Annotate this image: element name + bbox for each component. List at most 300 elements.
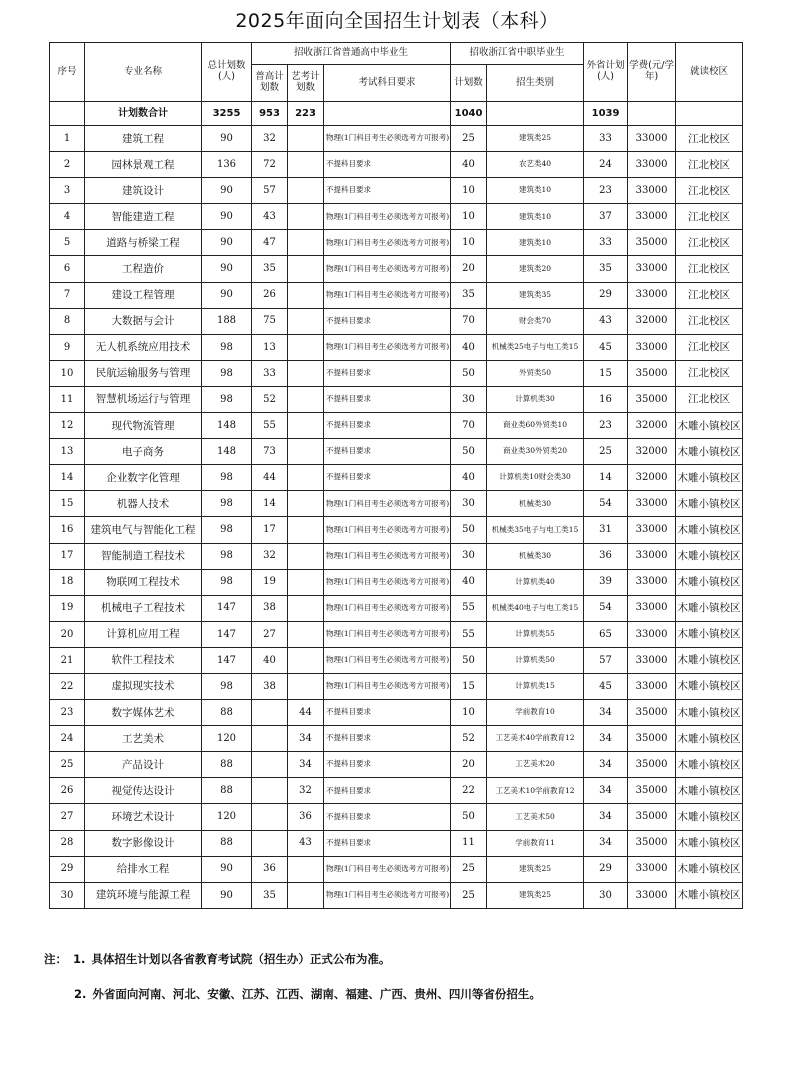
cell-voc-plan: 11	[451, 830, 487, 856]
cell-fee: 33000	[628, 256, 676, 282]
cell-fee: 35000	[628, 752, 676, 778]
cell-general-plan: 36	[252, 856, 288, 882]
header-zj-vocational: 招收浙江省中职毕业生	[451, 43, 584, 65]
cell-voc-category: 建筑类10	[487, 204, 584, 230]
cell-subject-req: 不提科目要求	[324, 413, 451, 439]
cell-total: 90	[202, 204, 252, 230]
cell-general-plan	[252, 778, 288, 804]
cell-voc-plan: 50	[451, 360, 487, 386]
cell-art-plan	[288, 673, 324, 699]
totals-category	[487, 102, 584, 126]
cell-fee: 35000	[628, 726, 676, 752]
cell-subject-req: 物理(1门科目考生必须选考方可报考)	[324, 256, 451, 282]
cell-major: 智能建造工程	[85, 204, 202, 230]
cell-voc-category: 机械类25电子与电工类15	[487, 334, 584, 360]
cell-campus: 木雕小镇校区	[676, 856, 743, 882]
cell-out-province: 15	[584, 360, 628, 386]
page-title: 2025年面向全国招生计划表（本科）	[235, 10, 559, 32]
note-2-number: 2.	[74, 987, 87, 1001]
cell-subject-req: 不提科目要求	[324, 778, 451, 804]
cell-campus: 木雕小镇校区	[676, 439, 743, 465]
cell-voc-plan: 50	[451, 517, 487, 543]
cell-subject-req: 不提科目要求	[324, 804, 451, 830]
cell-out-province: 33	[584, 126, 628, 152]
cell-campus: 江北校区	[676, 360, 743, 386]
cell-major: 工艺美术	[85, 726, 202, 752]
cell-out-province: 37	[584, 204, 628, 230]
cell-voc-plan: 22	[451, 778, 487, 804]
cell-general-plan: 43	[252, 204, 288, 230]
cell-subject-req: 物理(1门科目考生必须选考方可报考)	[324, 882, 451, 908]
cell-subject-req: 物理(1门科目考生必须选考方可报考)	[324, 126, 451, 152]
cell-seq: 23	[50, 700, 85, 726]
totals-general: 953	[252, 102, 288, 126]
cell-subject-req: 物理(1门科目考生必须选考方可报考)	[324, 334, 451, 360]
cell-campus: 木雕小镇校区	[676, 517, 743, 543]
cell-seq: 7	[50, 282, 85, 308]
cell-voc-category: 建筑类10	[487, 178, 584, 204]
cell-general-plan: 44	[252, 465, 288, 491]
enrollment-plan-table	[49, 42, 743, 909]
cell-total: 88	[202, 778, 252, 804]
cell-out-province: 34	[584, 830, 628, 856]
cell-voc-plan: 10	[451, 230, 487, 256]
cell-campus: 木雕小镇校区	[676, 726, 743, 752]
cell-voc-category: 计算机类30	[487, 386, 584, 412]
cell-major: 企业数字化管理	[85, 465, 202, 491]
cell-art-plan	[288, 491, 324, 517]
cell-voc-category: 建筑类25	[487, 882, 584, 908]
cell-out-province: 34	[584, 726, 628, 752]
cell-art-plan	[288, 230, 324, 256]
cell-general-plan	[252, 804, 288, 830]
totals-total: 3255	[202, 102, 252, 126]
cell-fee: 33000	[628, 126, 676, 152]
cell-seq: 29	[50, 856, 85, 882]
cell-seq: 24	[50, 726, 85, 752]
cell-subject-req: 不提科目要求	[324, 465, 451, 491]
cell-art-plan	[288, 647, 324, 673]
cell-campus: 木雕小镇校区	[676, 700, 743, 726]
table-row	[50, 569, 743, 595]
cell-voc-plan: 20	[451, 752, 487, 778]
cell-fee: 33000	[628, 595, 676, 621]
cell-campus: 木雕小镇校区	[676, 595, 743, 621]
cell-fee: 33000	[628, 152, 676, 178]
header-subject-req: 考试科目要求	[324, 65, 451, 102]
cell-subject-req: 物理(1门科目考生必须选考方可报考)	[324, 856, 451, 882]
cell-major: 建设工程管理	[85, 282, 202, 308]
cell-campus: 江北校区	[676, 204, 743, 230]
cell-general-plan: 13	[252, 334, 288, 360]
table-row	[50, 595, 743, 621]
cell-campus: 木雕小镇校区	[676, 778, 743, 804]
cell-campus: 江北校区	[676, 256, 743, 282]
cell-out-province: 14	[584, 465, 628, 491]
cell-campus: 木雕小镇校区	[676, 569, 743, 595]
cell-out-province: 33	[584, 230, 628, 256]
cell-total: 90	[202, 256, 252, 282]
cell-general-plan: 38	[252, 673, 288, 699]
header-total: 总计划数(人)	[202, 43, 252, 102]
cell-voc-category: 农艺类40	[487, 152, 584, 178]
cell-fee: 33000	[628, 491, 676, 517]
cell-out-province: 65	[584, 621, 628, 647]
cell-total: 90	[202, 126, 252, 152]
cell-subject-req: 物理(1门科目考生必须选考方可报考)	[324, 491, 451, 517]
cell-seq: 8	[50, 308, 85, 334]
cell-subject-req: 不提科目要求	[324, 152, 451, 178]
cell-subject-req: 物理(1门科目考生必须选考方可报考)	[324, 621, 451, 647]
cell-subject-req: 不提科目要求	[324, 726, 451, 752]
cell-fee: 33000	[628, 647, 676, 673]
cell-subject-req: 物理(1门科目考生必须选考方可报考)	[324, 543, 451, 569]
cell-subject-req: 物理(1门科目考生必须选考方可报考)	[324, 230, 451, 256]
cell-fee: 33000	[628, 204, 676, 230]
cell-voc-plan: 50	[451, 804, 487, 830]
cell-campus: 江北校区	[676, 230, 743, 256]
cell-major: 民航运输服务与管理	[85, 360, 202, 386]
cell-campus: 木雕小镇校区	[676, 752, 743, 778]
cell-voc-plan: 15	[451, 673, 487, 699]
cell-art-plan	[288, 386, 324, 412]
cell-voc-category: 工艺美术20	[487, 752, 584, 778]
table-row	[50, 621, 743, 647]
cell-subject-req: 物理(1门科目考生必须选考方可报考)	[324, 517, 451, 543]
cell-major: 机械电子工程技术	[85, 595, 202, 621]
cell-total: 98	[202, 334, 252, 360]
header-zj-general: 招收浙江省普通高中毕业生	[252, 43, 451, 65]
cell-seq: 6	[50, 256, 85, 282]
table-row	[50, 517, 743, 543]
cell-art-plan	[288, 882, 324, 908]
cell-voc-category: 计算机类10财会类30	[487, 465, 584, 491]
cell-seq: 30	[50, 882, 85, 908]
cell-general-plan: 38	[252, 595, 288, 621]
cell-out-province: 30	[584, 882, 628, 908]
cell-general-plan: 32	[252, 126, 288, 152]
note-2	[74, 986, 547, 1002]
cell-subject-req: 不提科目要求	[324, 439, 451, 465]
cell-total: 90	[202, 230, 252, 256]
cell-out-province: 45	[584, 673, 628, 699]
totals-row	[50, 102, 743, 126]
cell-total: 90	[202, 178, 252, 204]
cell-voc-category: 工艺美术10学前教育12	[487, 778, 584, 804]
header-art-plan: 艺考计划数	[288, 65, 324, 102]
cell-general-plan: 27	[252, 621, 288, 647]
cell-art-plan	[288, 204, 324, 230]
cell-total: 98	[202, 465, 252, 491]
cell-seq: 11	[50, 386, 85, 412]
cell-voc-plan: 25	[451, 126, 487, 152]
cell-art-plan: 34	[288, 726, 324, 752]
cell-voc-plan: 25	[451, 882, 487, 908]
cell-art-plan	[288, 621, 324, 647]
cell-voc-plan: 30	[451, 491, 487, 517]
cell-subject-req: 不提科目要求	[324, 308, 451, 334]
cell-art-plan	[288, 543, 324, 569]
table-row	[50, 230, 743, 256]
cell-subject-req: 物理(1门科目考生必须选考方可报考)	[324, 595, 451, 621]
cell-total: 120	[202, 804, 252, 830]
cell-total: 148	[202, 413, 252, 439]
cell-out-province: 34	[584, 752, 628, 778]
cell-campus: 江北校区	[676, 282, 743, 308]
cell-voc-category: 建筑类35	[487, 282, 584, 308]
header-major: 专业名称	[85, 43, 202, 102]
cell-voc-plan: 35	[451, 282, 487, 308]
cell-major: 智慧机场运行与管理	[85, 386, 202, 412]
cell-voc-plan: 10	[451, 204, 487, 230]
cell-art-plan: 43	[288, 830, 324, 856]
cell-major: 给排水工程	[85, 856, 202, 882]
table-row	[50, 726, 743, 752]
cell-voc-category: 计算机类55	[487, 621, 584, 647]
cell-general-plan: 35	[252, 882, 288, 908]
cell-voc-category: 机械类40电子与电工类15	[487, 595, 584, 621]
cell-fee: 33000	[628, 178, 676, 204]
table-row	[50, 465, 743, 491]
cell-campus: 江北校区	[676, 308, 743, 334]
table-row	[50, 204, 743, 230]
cell-general-plan: 14	[252, 491, 288, 517]
cell-total: 90	[202, 856, 252, 882]
cell-general-plan: 52	[252, 386, 288, 412]
cell-fee: 33000	[628, 282, 676, 308]
totals-label: 计划数合计	[85, 102, 202, 126]
cell-fee: 33000	[628, 569, 676, 595]
cell-fee: 35000	[628, 230, 676, 256]
cell-major: 建筑设计	[85, 178, 202, 204]
table-row	[50, 804, 743, 830]
table-row	[50, 647, 743, 673]
cell-seq: 12	[50, 413, 85, 439]
cell-art-plan	[288, 595, 324, 621]
cell-general-plan: 73	[252, 439, 288, 465]
cell-voc-category: 学前教育10	[487, 700, 584, 726]
totals-out-province: 1039	[584, 102, 628, 126]
cell-out-province: 34	[584, 778, 628, 804]
table-row	[50, 334, 743, 360]
cell-out-province: 23	[584, 413, 628, 439]
cell-voc-plan: 40	[451, 465, 487, 491]
cell-seq: 22	[50, 673, 85, 699]
cell-out-province: 36	[584, 543, 628, 569]
cell-campus: 木雕小镇校区	[676, 804, 743, 830]
cell-campus: 木雕小镇校区	[676, 413, 743, 439]
table-row	[50, 152, 743, 178]
cell-seq: 20	[50, 621, 85, 647]
cell-major: 大数据与会计	[85, 308, 202, 334]
header-campus: 就读校区	[676, 43, 743, 102]
cell-fee: 33000	[628, 856, 676, 882]
cell-fee: 32000	[628, 439, 676, 465]
table-row	[50, 778, 743, 804]
cell-fee: 33000	[628, 517, 676, 543]
cell-out-province: 25	[584, 439, 628, 465]
cell-campus: 木雕小镇校区	[676, 830, 743, 856]
cell-voc-category: 机械类35电子与电工类15	[487, 517, 584, 543]
cell-seq: 18	[50, 569, 85, 595]
cell-seq: 3	[50, 178, 85, 204]
cell-general-plan: 32	[252, 543, 288, 569]
cell-voc-plan: 55	[451, 621, 487, 647]
cell-total: 98	[202, 543, 252, 569]
cell-subject-req: 物理(1门科目考生必须选考方可报考)	[324, 673, 451, 699]
cell-voc-plan: 40	[451, 569, 487, 595]
cell-voc-plan: 50	[451, 647, 487, 673]
cell-seq: 27	[50, 804, 85, 830]
header-general-plan: 普高计划数	[252, 65, 288, 102]
cell-art-plan	[288, 282, 324, 308]
cell-total: 90	[202, 282, 252, 308]
cell-out-province: 43	[584, 308, 628, 334]
cell-total: 147	[202, 621, 252, 647]
cell-total: 90	[202, 882, 252, 908]
note-1-number: 1.	[73, 952, 86, 966]
cell-total: 88	[202, 830, 252, 856]
table-row	[50, 491, 743, 517]
note-1	[44, 951, 396, 967]
cell-out-province: 29	[584, 856, 628, 882]
cell-total: 148	[202, 439, 252, 465]
cell-major: 数字影像设计	[85, 830, 202, 856]
cell-subject-req: 不提科目要求	[324, 752, 451, 778]
cell-seq: 15	[50, 491, 85, 517]
cell-voc-category: 商业类60外贸类10	[487, 413, 584, 439]
cell-voc-category: 机械类30	[487, 543, 584, 569]
cell-seq: 16	[50, 517, 85, 543]
cell-fee: 35000	[628, 360, 676, 386]
cell-voc-category: 建筑类20	[487, 256, 584, 282]
cell-voc-plan: 50	[451, 439, 487, 465]
cell-major: 软件工程技术	[85, 647, 202, 673]
cell-seq: 21	[50, 647, 85, 673]
cell-seq: 14	[50, 465, 85, 491]
cell-seq: 10	[50, 360, 85, 386]
cell-voc-plan: 10	[451, 700, 487, 726]
cell-fee: 33000	[628, 673, 676, 699]
table-row	[50, 126, 743, 152]
cell-total: 88	[202, 752, 252, 778]
cell-voc-category: 工艺美术40学前教育12	[487, 726, 584, 752]
table-row	[50, 882, 743, 908]
cell-out-province: 34	[584, 700, 628, 726]
cell-voc-plan: 20	[451, 256, 487, 282]
table-row	[50, 386, 743, 412]
cell-subject-req: 不提科目要求	[324, 386, 451, 412]
cell-general-plan	[252, 752, 288, 778]
cell-subject-req: 不提科目要求	[324, 700, 451, 726]
cell-major: 产品设计	[85, 752, 202, 778]
cell-voc-plan: 70	[451, 308, 487, 334]
cell-subject-req: 物理(1门科目考生必须选考方可报考)	[324, 647, 451, 673]
cell-total: 98	[202, 517, 252, 543]
cell-seq: 13	[50, 439, 85, 465]
cell-voc-plan: 70	[451, 413, 487, 439]
cell-subject-req: 不提科目要求	[324, 178, 451, 204]
cell-fee: 32000	[628, 308, 676, 334]
cell-general-plan: 26	[252, 282, 288, 308]
cell-campus: 木雕小镇校区	[676, 465, 743, 491]
cell-total: 98	[202, 569, 252, 595]
note-2-text: 外省面向河南、河北、安徽、江苏、江西、湖南、福建、广西、贵州、四川等省份招生。	[92, 987, 541, 1001]
table-row	[50, 413, 743, 439]
cell-art-plan: 44	[288, 700, 324, 726]
table-row	[50, 282, 743, 308]
cell-art-plan	[288, 152, 324, 178]
cell-fee: 35000	[628, 778, 676, 804]
cell-total: 98	[202, 360, 252, 386]
cell-seq: 19	[50, 595, 85, 621]
header-voc-plan: 计划数	[451, 65, 487, 102]
header-fee: 学费(元/学年)	[628, 43, 676, 102]
cell-voc-plan: 30	[451, 386, 487, 412]
cell-fee: 33000	[628, 882, 676, 908]
cell-seq: 26	[50, 778, 85, 804]
totals-seq	[50, 102, 85, 126]
cell-general-plan: 40	[252, 647, 288, 673]
cell-fee: 35000	[628, 830, 676, 856]
table-row	[50, 543, 743, 569]
cell-general-plan: 47	[252, 230, 288, 256]
cell-out-province: 35	[584, 256, 628, 282]
cell-fee: 35000	[628, 386, 676, 412]
cell-voc-category: 建筑类25	[487, 126, 584, 152]
cell-general-plan: 57	[252, 178, 288, 204]
cell-art-plan: 32	[288, 778, 324, 804]
table-row	[50, 830, 743, 856]
cell-out-province: 23	[584, 178, 628, 204]
cell-seq: 17	[50, 543, 85, 569]
cell-art-plan	[288, 856, 324, 882]
cell-subject-req: 物理(1门科目考生必须选考方可报考)	[324, 569, 451, 595]
table-row	[50, 673, 743, 699]
cell-campus: 江北校区	[676, 152, 743, 178]
cell-seq: 28	[50, 830, 85, 856]
cell-voc-plan: 25	[451, 856, 487, 882]
cell-general-plan	[252, 726, 288, 752]
cell-subject-req: 不提科目要求	[324, 830, 451, 856]
cell-art-plan	[288, 465, 324, 491]
table-row	[50, 752, 743, 778]
cell-general-plan: 33	[252, 360, 288, 386]
cell-seq: 5	[50, 230, 85, 256]
totals-fee	[628, 102, 676, 126]
cell-out-province: 34	[584, 804, 628, 830]
cell-campus: 木雕小镇校区	[676, 647, 743, 673]
cell-campus: 江北校区	[676, 334, 743, 360]
cell-total: 147	[202, 647, 252, 673]
cell-fee: 33000	[628, 621, 676, 647]
cell-voc-category: 计算机类40	[487, 569, 584, 595]
cell-out-province: 57	[584, 647, 628, 673]
cell-fee: 33000	[628, 334, 676, 360]
cell-voc-plan: 10	[451, 178, 487, 204]
header-out-province: 外省计划(人)	[584, 43, 628, 102]
cell-major: 虚拟现实技术	[85, 673, 202, 699]
table-row	[50, 856, 743, 882]
cell-art-plan: 36	[288, 804, 324, 830]
cell-out-province: 39	[584, 569, 628, 595]
cell-seq: 25	[50, 752, 85, 778]
cell-voc-category: 财会类70	[487, 308, 584, 334]
cell-art-plan	[288, 439, 324, 465]
cell-major: 视觉传达设计	[85, 778, 202, 804]
cell-major: 物联网工程技术	[85, 569, 202, 595]
cell-general-plan: 35	[252, 256, 288, 282]
